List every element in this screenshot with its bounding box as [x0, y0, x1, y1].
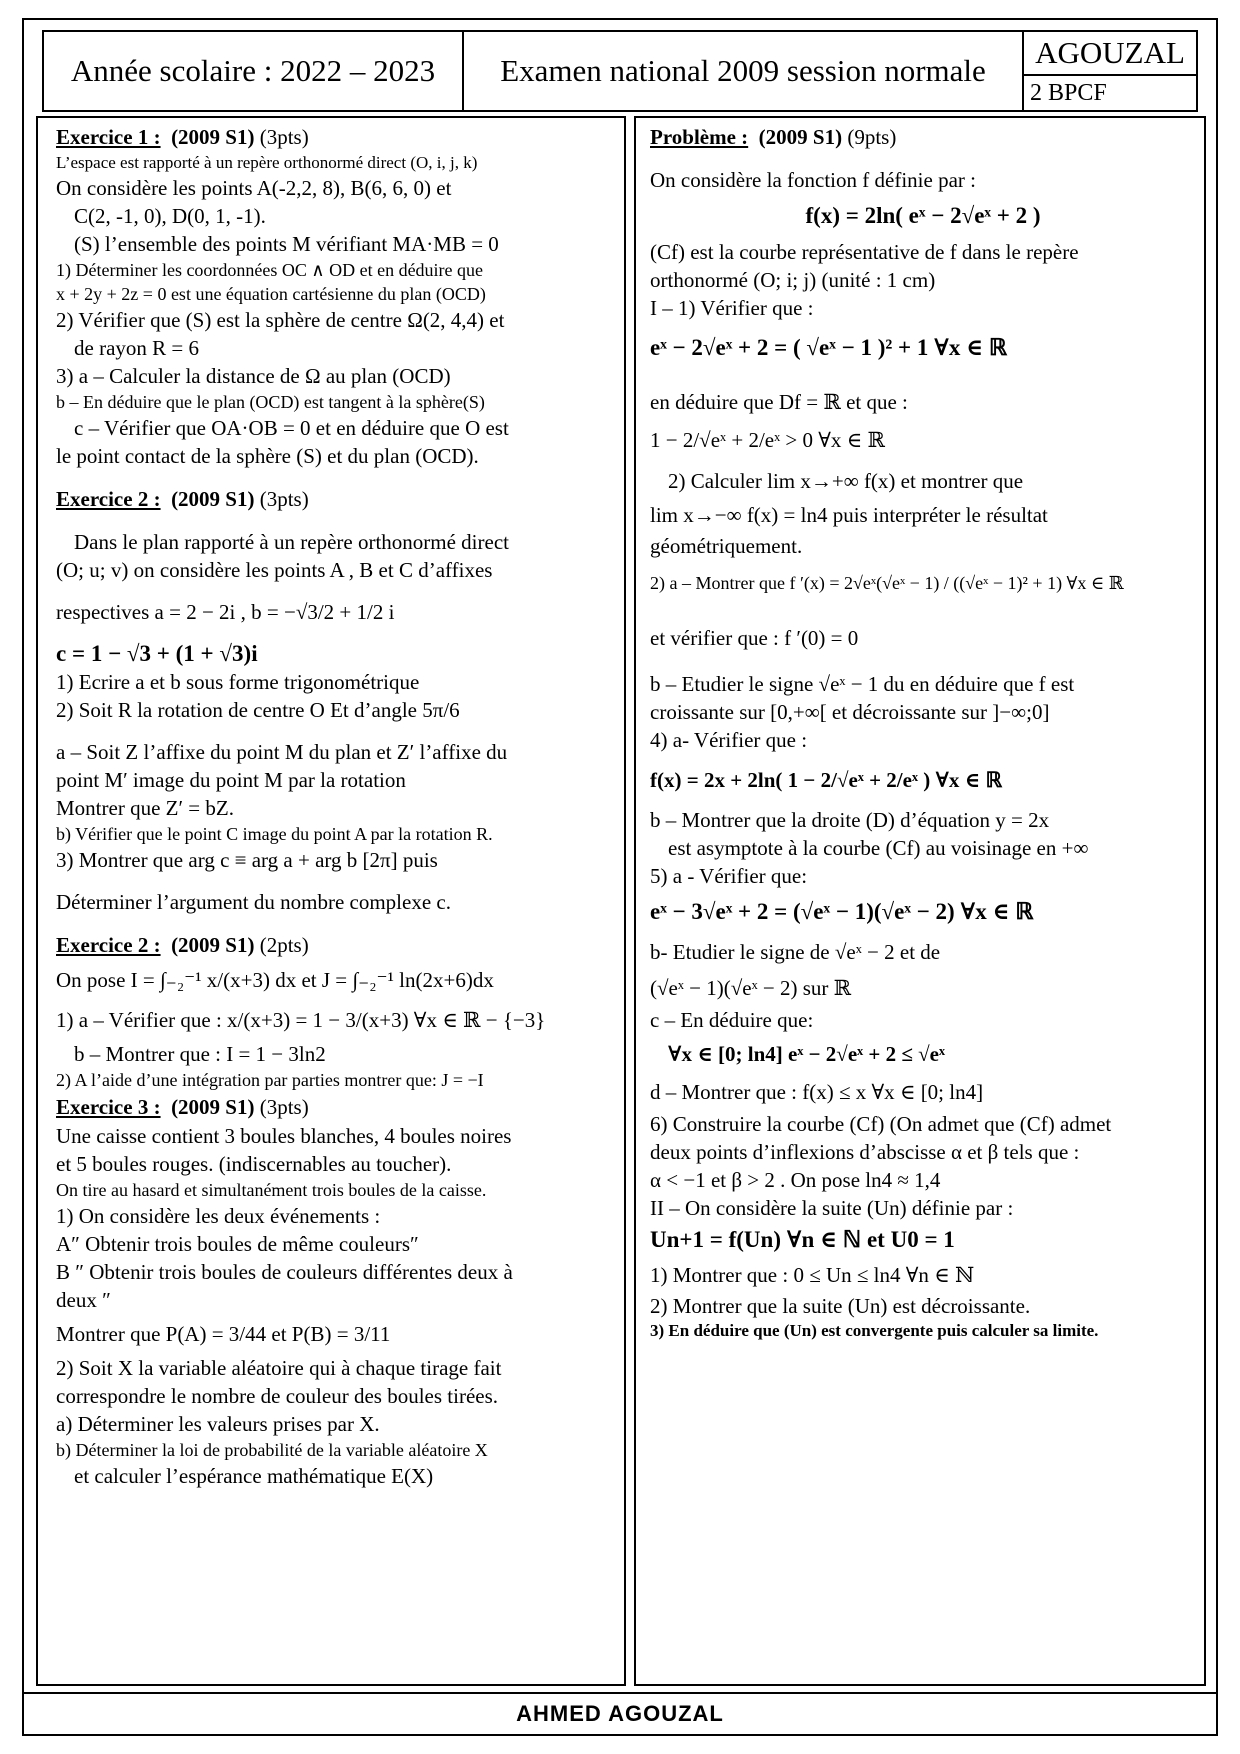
problem-line: On considère la fonction f définie par : [650, 168, 976, 192]
ex3-line: deux ″ [56, 1288, 111, 1312]
problem-line: 5) a - Vérifier que: [650, 864, 808, 888]
ex1-line: L’espace est rapporté à un repère orthonormé direct (O, i, j, k) [56, 153, 478, 172]
ex2-line: (O; u; v) on considère les points A , B et C d’affixes [56, 558, 493, 582]
problem-line: I – 1) Vérifier que : [650, 296, 814, 320]
ex2-line: c = 1 − √3 + (1 + √3)i [56, 641, 258, 666]
problem-line: 1 − 2/√eˣ + 2/eˣ > 0 ∀x ∈ ℝ [650, 428, 885, 452]
problem-line: ∀x ∈ [0; ln4] eˣ − 2√eˣ + 2 ≤ √eˣ [668, 1042, 945, 1066]
ex2-line: Dans le plan rapporté à un repère orthonormé direct [74, 530, 509, 554]
problem-line: f(x) = 2ln( eˣ − 2√eˣ + 2 ) [805, 203, 1041, 228]
problem-line: d – Montrer que : f(x) ≤ x ∀x ∈ [0; ln4] [650, 1080, 984, 1104]
ex2b-line: 2) A l’aide d’une intégration par parties montrer que: J = −I [56, 1070, 484, 1090]
ex2-line: Déterminer l’argument du nombre complexe c. [56, 890, 451, 914]
ex2b-line: b – Montrer que : I = 1 − 3ln2 [74, 1042, 326, 1066]
left-column [36, 116, 626, 1686]
class-level: 2 BPCF [1030, 79, 1107, 106]
ex1-line: le point contact de la sphère (S) et du plan (OCD). [56, 444, 479, 468]
ex2b-line: 1) a – Vérifier que : x/(x+3) = 1 − 3/(x+3) ∀x ∈ ℝ − {−3} [56, 1008, 546, 1032]
ex1-line: 2) Vérifier que (S) est la sphère de centre Ω(2, 4,4) et [56, 308, 505, 332]
ex2-line: b) Vérifier que le point C image du point A par la rotation R. [56, 824, 493, 844]
author-name: AGOUZAL [1024, 32, 1196, 76]
ex3-line: 2) Soit X la variable aléatoire qui à chaque tirage fait [56, 1356, 502, 1380]
ex3-line: A″ Obtenir trois boules de même couleurs″ [56, 1232, 419, 1256]
problem-line: b- Etudier le signe de √eˣ − 2 et de [650, 940, 941, 964]
header [42, 30, 1198, 112]
problem-line: b – Montrer que la droite (D) d’équation y = 2x [650, 808, 1050, 832]
problem-line: c – En déduire que: [650, 1008, 814, 1032]
ex2b-line: On pose I = ∫₋₂⁻¹ x/(x+3) dx et J = ∫₋₂⁻¹ ln(2x+6)dx [56, 968, 494, 992]
problem-line: eˣ − 2√eˣ + 2 = ( √eˣ − 1 )² + 1 ∀x ∈ ℝ [650, 335, 1008, 360]
problem-line: 1) Montrer que : 0 ≤ Un ≤ ln4 ∀n ∈ ℕ [650, 1263, 975, 1287]
exercise-3-title: Exercice 3 : (2009 S1) (3pts) [56, 1095, 309, 1119]
problem-line: 4) a- Vérifier que : [650, 728, 808, 752]
problem-title: Problème : (2009 S1) (9pts) [650, 125, 897, 149]
ex3-line: 1) On considère les deux événements : [56, 1204, 381, 1228]
ex1-line: b – En déduire que le plan (OCD) est tangent à la sphère(S) [56, 392, 485, 412]
problem-line: en déduire que Df = ℝ et que : [650, 390, 908, 414]
exam-page [22, 18, 1218, 1736]
problem-line: α < −1 et β > 2 . On pose ln4 ≈ 1,4 [650, 1168, 941, 1192]
ex1-line: C(2, -1, 0), D(0, 1, -1). [74, 204, 266, 228]
ex3-line: B ″ Obtenir trois boules de couleurs différentes deux à [56, 1260, 513, 1284]
problem-line: orthonormé (O; i; j) (unité : 1 cm) [650, 268, 936, 292]
problem-line: b – Etudier le signe √eˣ − 1 du en déduire que f est [650, 672, 1075, 696]
ex3-line: b) Déterminer la loi de probabilité de la variable aléatoire X [56, 1440, 488, 1460]
problem-line: lim x→−∞ f(x) = ln4 puis interpréter le résultat [650, 503, 1048, 527]
problem-line: 2) a – Montrer que f ′(x) = 2√eˣ(√eˣ − 1) / ((√eˣ − 1)² + 1) ∀x ∈ ℝ [650, 573, 1124, 593]
exercise-2-title: Exercice 2 : (2009 S1) (3pts) [56, 487, 309, 511]
ex1-line: c – Vérifier que OA·OB = 0 et en déduire que O est [74, 416, 509, 440]
ex3-line: a) Déterminer les valeurs prises par X. [56, 1412, 380, 1436]
ex3-line: Montrer que P(A) = 3/44 et P(B) = 3/11 [56, 1322, 391, 1346]
problem-line: 3) En déduire que (Un) est convergente puis calculer sa limite. [650, 1321, 1099, 1340]
ex2-line: Montrer que Z′ = bZ. [56, 796, 234, 820]
ex3-line: On tire au hasard et simultanément trois boules de la caisse. [56, 1180, 487, 1200]
exercise-2b-title: Exercice 2 : (2009 S1) (2pts) [56, 933, 309, 957]
ex3-line: et calculer l’espérance mathématique E(X) [74, 1464, 434, 1488]
ex1-line: x + 2y + 2z = 0 est une équation cartésienne du plan (OCD) [56, 284, 486, 304]
problem-line: géométriquement. [650, 534, 803, 558]
problem-line: f(x) = 2x + 2ln( 1 − 2/√eˣ + 2/eˣ ) ∀x ∈ ℝ [650, 768, 1003, 792]
exam-title: Examen national 2009 session normale [464, 32, 1024, 110]
problem-line: (Cf) est la courbe représentative de f dans le repère [650, 240, 1079, 264]
ex2-line: a – Soit Z l’affixe du point M du plan et Z′ l’affixe du [56, 740, 508, 764]
exercise-1-title: Exercice 1 : (2009 S1) (3pts) [56, 125, 309, 149]
problem-line: 6) Construire la courbe (Cf) (On admet que (Cf) admet [650, 1112, 1112, 1136]
problem-line: 2) Calculer lim x→+∞ f(x) et montrer que [668, 469, 1024, 493]
problem-line: croissante sur [0,+∞[ et décroissante sur ]−∞;0] [650, 700, 1050, 724]
school-year: Année scolaire : 2022 – 2023 [44, 32, 464, 110]
problem-line: 2) Montrer que la suite (Un) est décroissante. [650, 1294, 1031, 1318]
ex1-line: de rayon R = 6 [74, 336, 199, 360]
ex2-line: point M′ image du point M par la rotation [56, 768, 406, 792]
ex3-line: Une caisse contient 3 boules blanches, 4 boules noires [56, 1124, 512, 1148]
problem-line: (√eˣ − 1)(√eˣ − 2) sur ℝ [650, 976, 852, 1000]
ex1-line: On considère les points A(-2,2, 8), B(6, 6, 0) et [56, 176, 452, 200]
right-column [634, 116, 1206, 1686]
ex3-line: et 5 boules rouges. (indiscernables au toucher). [56, 1152, 452, 1176]
ex2-line: respectives a = 2 − 2i , b = −√3/2 + 1/2 i [56, 600, 395, 624]
ex2-line: 3) Montrer que arg c ≡ arg a + arg b [2π] puis [56, 848, 438, 872]
problem-line: et vérifier que : f ′(0) = 0 [650, 626, 859, 650]
ex2-line: 2) Soit R la rotation de centre O Et d’angle 5π/6 [56, 698, 460, 722]
problem-line: Un+1 = f(Un) ∀n ∈ ℕ et U0 = 1 [650, 1227, 955, 1252]
problem-line: deux points d’inflexions d’abscisse α et β tels que : [650, 1140, 1080, 1164]
problem-line: eˣ − 3√eˣ + 2 = (√eˣ − 1)(√eˣ − 2) ∀x ∈ ℝ [650, 899, 1034, 924]
problem-line: II – On considère la suite (Un) définie par : [650, 1196, 1014, 1220]
ex2-line: 1) Ecrire a et b sous forme trigonométrique [56, 670, 420, 694]
ex1-line: 1) Déterminer les coordonnées OC ∧ OD et en déduire que [56, 260, 484, 280]
author-box [1024, 32, 1196, 110]
problem-line: est asymptote à la courbe (Cf) au voisinage en +∞ [668, 836, 1089, 860]
ex1-line: 3) a – Calculer la distance de Ω au plan (OCD) [56, 364, 451, 388]
ex1-line: (S) l’ensemble des points M vérifiant MA·MB = 0 [74, 232, 499, 256]
footer-author: AHMED AGOUZAL [24, 1692, 1216, 1734]
ex3-line: correspondre le nombre de couleur des boules tirées. [56, 1384, 499, 1408]
